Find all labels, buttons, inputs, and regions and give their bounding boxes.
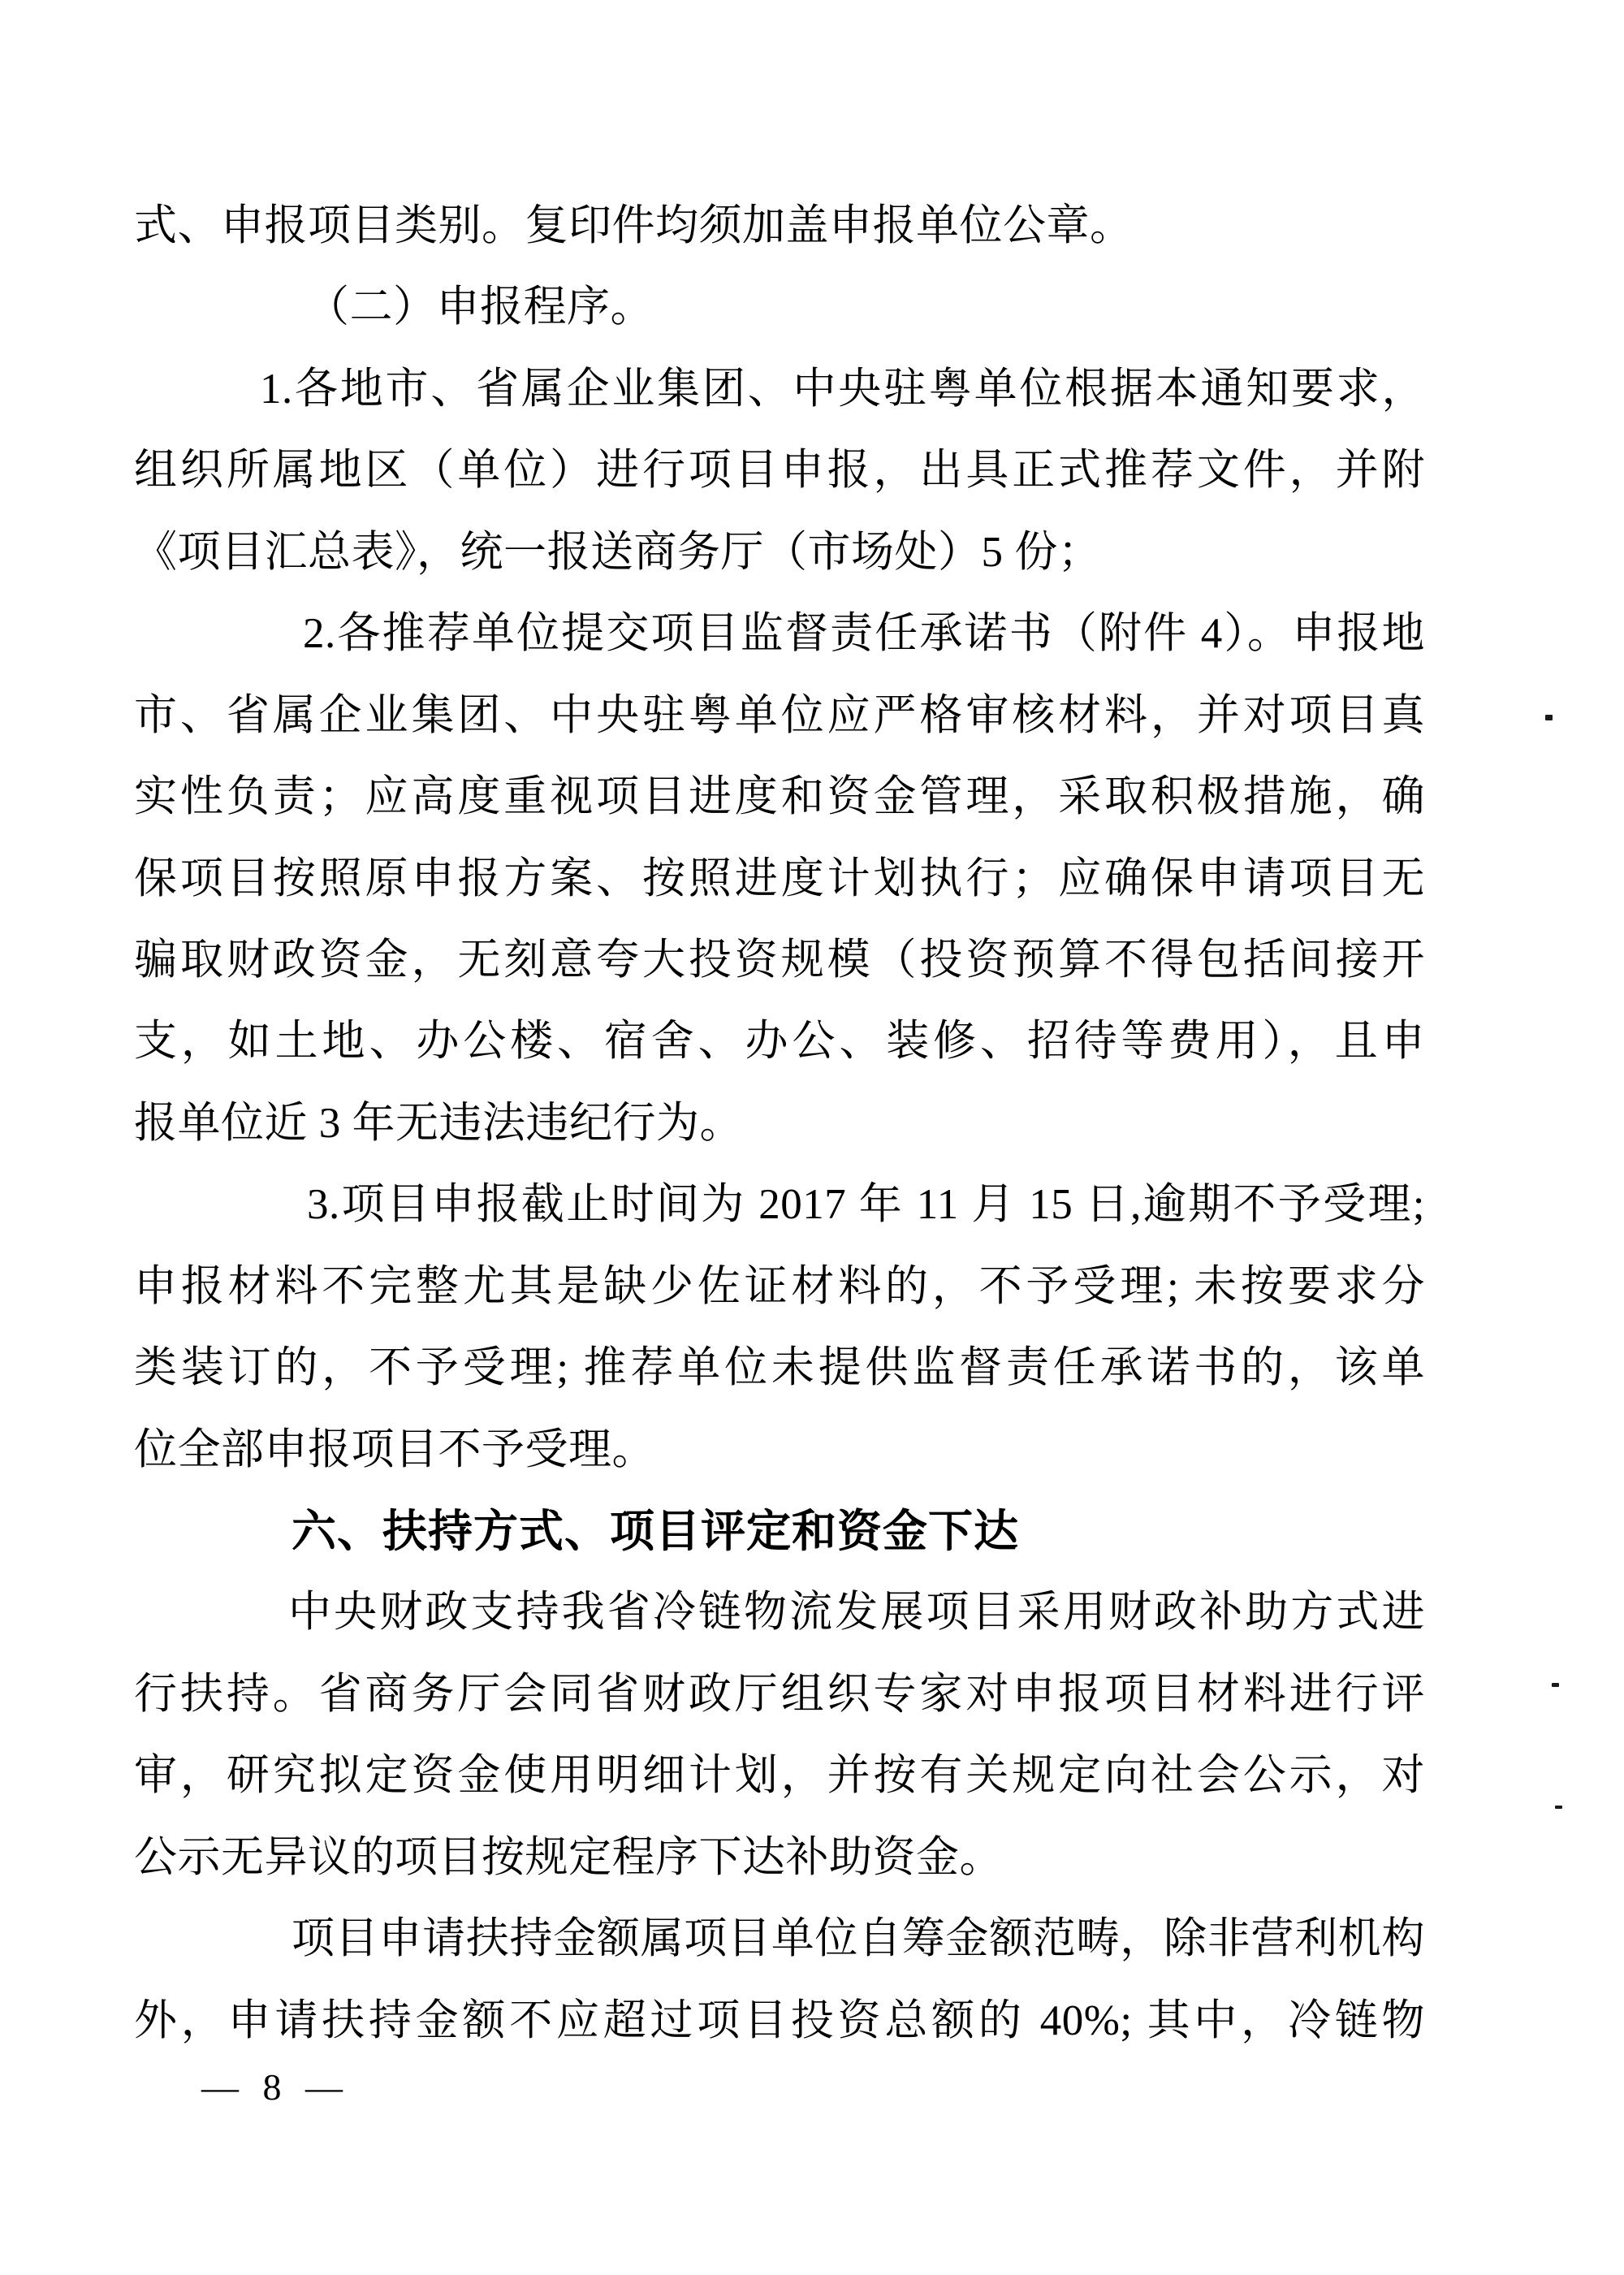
text-line: 3.项目申报截止时间为 2017 年 11 月 15 日,逾期不予受理;	[307, 1181, 1425, 1229]
scan-speck	[1555, 1806, 1562, 1809]
text-line: 2.各推荐单位提交项目监督责任承诺书（附件 4）。申报地	[303, 610, 1425, 658]
scan-speck	[1545, 715, 1553, 720]
text-line: 实性负责；应高度重视项目进度和资金管理，采取积极措施，确	[134, 773, 1425, 821]
text-line: 审，研究拟定资金使用明细计划，并按有关规定向社会公示，对	[134, 1752, 1425, 1800]
text-line: （二）申报程序。	[306, 283, 654, 331]
text-line: 项目申请扶持金额属项目单位自筹金额范畴，除非营利机构	[292, 1915, 1425, 1963]
text-line: 位全部申报项目不予受理。	[134, 1425, 655, 1473]
text-line: 市、省属企业集团、中央驻粤单位应严格审核材料，并对项目真	[134, 691, 1425, 739]
text-line: 组织所属地区（单位）进行项目申报，出具正式推荐文件，并附	[134, 447, 1425, 495]
text-line: 支，如土地、办公楼、宿舍、办公、装修、招待等费用），且申	[134, 1018, 1425, 1066]
scan-speck	[1552, 1683, 1559, 1687]
text-line: 式、申报项目类别。复印件均须加盖申报单位公章。	[134, 202, 1134, 249]
text-line: 类装订的，不予受理; 推荐单位未提供监督责任承诺书的，该单	[134, 1344, 1425, 1392]
section-heading: 六、扶持方式、项目评定和资金下达	[292, 1506, 1020, 1556]
text-line: 行扶持。省商务厅会同省财政厅组织专家对申报项目材料进行评	[134, 1670, 1425, 1718]
text-line: 《项目汇总表》，统一报送商务厅（市场处）5 份；	[134, 528, 1102, 576]
page-number: — 8 —	[201, 2066, 343, 2108]
text-line: 申报材料不完整尤其是缺少佐证材料的，不予受理; 未按要求分	[134, 1262, 1425, 1310]
text-line: 报单位近 3 年无违法违纪行为。	[134, 1099, 743, 1147]
text-line: 外，申请扶持金额不应超过项目投资总额的 40%; 其中，冷链物	[134, 1996, 1425, 2044]
text-block	[134, 185, 1425, 2061]
text-line: 骗取财政资金，无刻意夸大投资规模（投资预算不得包括间接开	[134, 936, 1425, 984]
text-line: 公示无异议的项目按规定程序下达补助资金。	[134, 1833, 1003, 1881]
text-line: 1.各地市、省属企业集团、中央驻粤单位根据本通知要求，	[260, 365, 1425, 413]
text-line: 保项目按照原申报方案、按照进度计划执行；应确保申请项目无	[134, 854, 1425, 902]
text-line: 中央财政支持我省冷链物流发展项目采用财政补助方式进	[288, 1589, 1425, 1637]
